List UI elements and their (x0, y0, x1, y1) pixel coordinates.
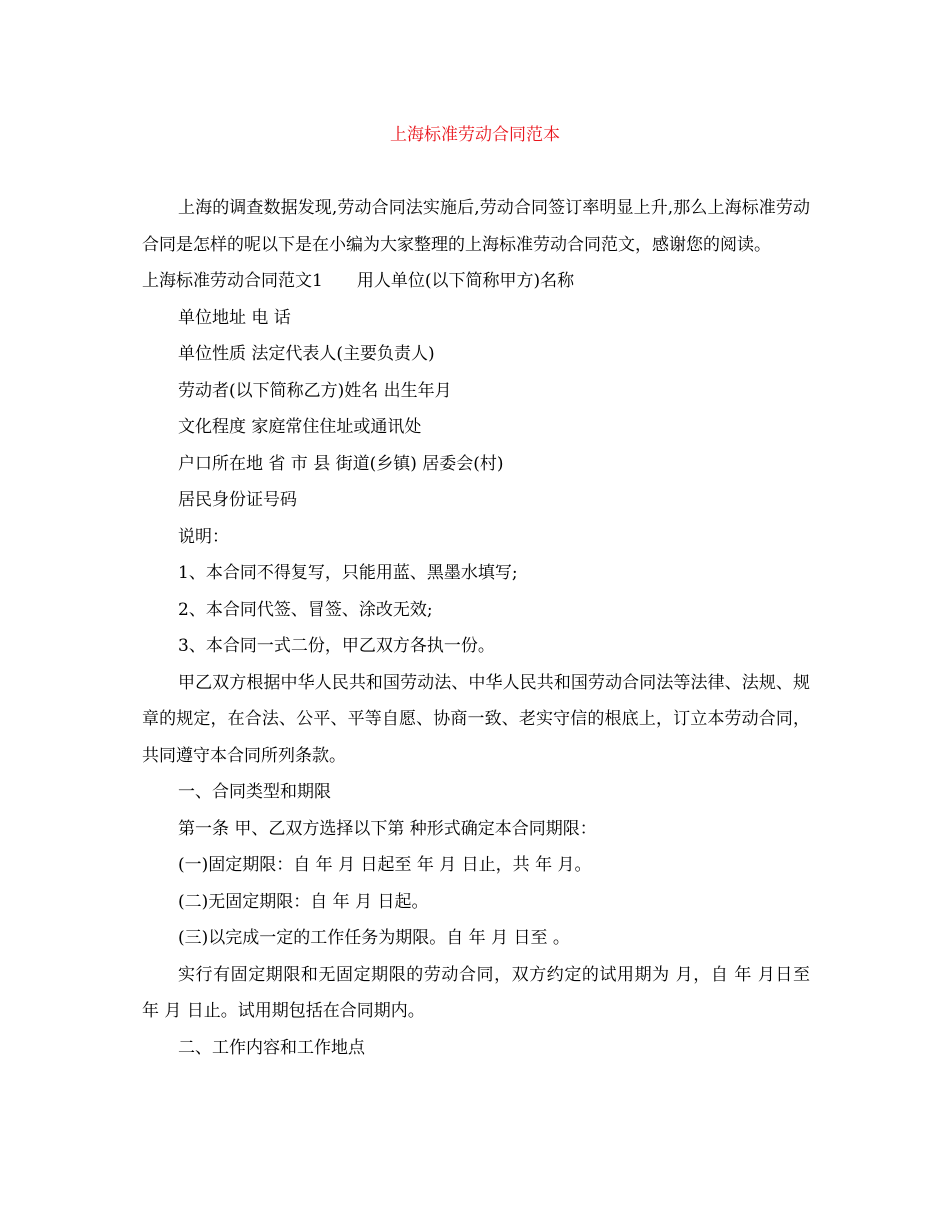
option-task-term: (三)以完成一定的工作任务为期限。自 年 月 日至 。 (178, 928, 570, 948)
field-id-number: 居民身份证号码 (178, 490, 297, 510)
note-item-2: 2、本合同代签、冒签、涂改无效; (178, 599, 433, 620)
field-education-address: 文化程度 家庭常住住址或通讯处 (178, 417, 422, 437)
field-household-registration: 户口所在地 省 市 县 街道(乡镇) 居委会(村) (178, 453, 504, 474)
section-1-heading: 一、合同类型和期限 (178, 782, 331, 802)
notes-heading: 说明： (178, 526, 229, 547)
option-fixed-term: (一)固定期限：自 年 月 日起至 年 月 日止，共 年 月。 (178, 855, 592, 875)
field-unit-address-phone: 单位地址 电 话 (178, 307, 291, 328)
article-1: 第一条 甲、乙双方选择以下第 种形式确定本合同期限： (178, 818, 597, 839)
field-employee-name-birth: 劳动者(以下简称乙方)姓名 出生年月 (178, 380, 452, 401)
section-2-heading: 二、工作内容和工作地点 (178, 1037, 365, 1058)
legal-basis-paragraph: 甲乙双方根据中华人民共和国劳动法、中华人民共和国劳动合同法等法律、法规、规章的规定，在合法、公平、平等自愿、协商一致、老实守信的根底上，订立本劳动合同，共同遵守本合同所列条款。 (142, 672, 810, 766)
note-item-3: 3、本合同一式二份，甲乙双方各执一份。 (178, 636, 495, 656)
note-item-1: 1、本合同不得复写，只能用蓝、黑墨水填写; (178, 563, 518, 583)
option-open-term: (二)无固定期限：自 年 月 日起。 (178, 891, 429, 912)
contract-heading-employer-name: 上海标准劳动合同范文1 用人单位(以下简称甲方)名称 (142, 271, 575, 291)
intro-paragraph: 上海的调查数据发现,劳动合同法实施后,劳动合同签订率明显上升,那么上海标准劳动合同是怎样的呢以下是在小编为大家整理的上海标准劳动合同范文，感谢您的阅读。 (142, 198, 810, 255)
field-unit-nature-representative: 单位性质 法定代表人(主要负责人) (178, 344, 435, 364)
document-body (142, 190, 816, 1066)
document-title: 上海标准劳动合同范本 (390, 125, 560, 145)
probation-paragraph: 实行有固定期限和无固定期限的劳动合同，双方约定的试用期为 月，自 年 月日至 年 月 日止。试用期包括在合同期内。 (142, 964, 816, 1021)
